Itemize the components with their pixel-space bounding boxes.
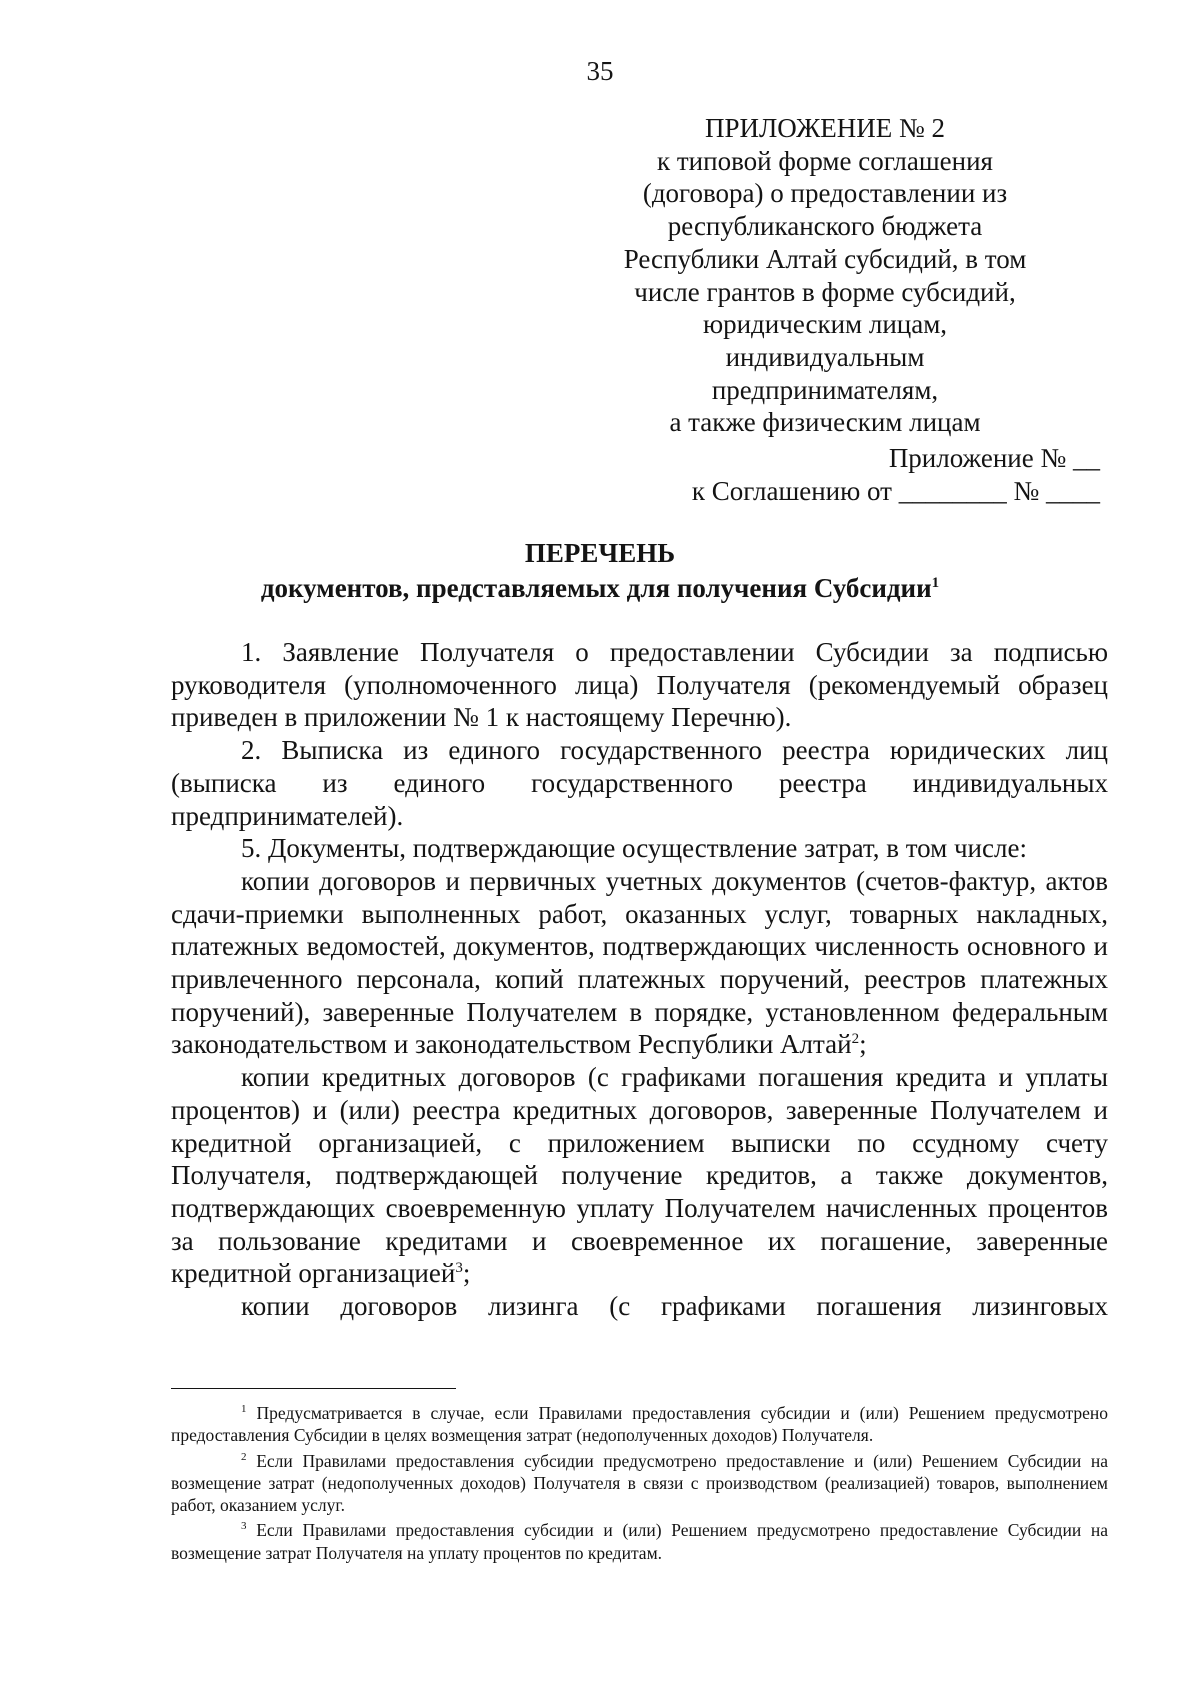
paragraph-text: копии кредитных договоров (с графиками погашения кредита и уплаты процентов) и (или) реестра кредитных договоров, заверенные Получателем и кредитной организацией, с приложением выписки по ссудному счету Получателя, подтверждающей получение кредитов, а также документов, подтверждающих своевременную уплату Получателем начисленных процентов за пользование кредитами и своевременное их погашение, заверенные кредитной организацией xyxy=(171,1062,1108,1289)
appendix-number-line: Приложение № __ xyxy=(888,443,1100,473)
footnote-ref-1: 1 xyxy=(931,575,940,591)
footnote-text: Если Правилами предоставления субсидии предусмотрено предоставление и (или) Решением Субсидии на возмещение затрат (недополученных доходов) Получателя в связи с производством (реализацией) товаров, выполнением работ, оказанием услуг. xyxy=(171,1450,1109,1516)
appendix-header-line: ПРИЛОЖЕНИЕ № 2 xyxy=(704,113,946,143)
paragraph-application: 1. Заявление Получателя о предоставлении Субсидии за подписью руководителя (уполномоченного лица) Получателя (рекомендуемый образец приведен в приложении № 1 к настоящему Перечню). xyxy=(171,637,1108,733)
appendix-header-line: Республики Алтай субсидий, в том xyxy=(623,243,1027,274)
paragraph-expense-documents: 5. Документы, подтверждающие осуществление затрат, в том числе: xyxy=(241,833,1027,864)
document-body xyxy=(171,636,1108,1323)
footnote-separator xyxy=(171,1388,456,1389)
title-main: ПЕРЕЧЕНЬ xyxy=(524,538,676,568)
footnote-ref-2: 2 xyxy=(851,1031,860,1048)
appendix-header xyxy=(610,112,1040,439)
footnote-text: Если Правилами предоставления субсидии и (или) Решением предусмотрено предоставление Субсидии на возмещение затрат Получателя на уплату процентов по кредитам. xyxy=(171,1520,1109,1563)
paragraph-text: копии договоров и первичных учетных документов (счетов-фактур, актов сдачи-приемки выполненных работ, оказанных услуг, товарных накладных, платежных ведомостей, документов, подтверждающих численность основного и привлеченного персонала, копий платежных поручений, реестров платежных поручений), заверенные Получателем в порядке, установленном федеральным законодательством и законодательством Республики Алтай xyxy=(171,865,1108,1060)
footnote-2 xyxy=(171,1450,1108,1517)
appendix-header-line: индивидуальным предпринимателям, xyxy=(711,341,939,405)
document-title xyxy=(0,536,1200,606)
paragraph-credit-agreements xyxy=(171,1061,1108,1290)
footnote-mark: 1 xyxy=(241,1403,247,1416)
paragraph-end: ; xyxy=(462,1258,471,1289)
footnotes xyxy=(171,1402,1108,1567)
footnote-ref-3: 3 xyxy=(455,1260,463,1277)
paragraph-registry-extract: 2. Выписка из единого государственного реестра юридических лиц (выписка из единого государственного реестра индивидуальных предпринимателей). xyxy=(171,735,1108,831)
agreement-date-line: к Соглашению от ________ № ____ xyxy=(691,476,1100,506)
paragraph-end: ; xyxy=(859,1029,867,1060)
footnote-1 xyxy=(171,1402,1108,1447)
appendix-header-line: к типовой форме соглашения xyxy=(657,145,993,176)
appendix-header-line: числе грантов в форме субсидий, xyxy=(634,276,1016,307)
paragraph-leasing-agreements: копии договоров лизинга (с графиками погашения лизинговых xyxy=(241,1291,1108,1322)
footnote-mark: 2 xyxy=(241,1450,247,1463)
title-subtitle xyxy=(0,571,1200,606)
page-number: 35 xyxy=(586,56,614,86)
title-subtitle-text: документов, представляемых для получения Субсидии xyxy=(260,573,932,603)
appendix-header-line: а также физическим лицам xyxy=(669,407,981,438)
appendix-header-line: (договора) о предоставлении из xyxy=(642,178,1008,209)
paragraph-contract-copies xyxy=(171,865,1108,1061)
footnote-3 xyxy=(171,1519,1108,1564)
appendix-header-line: юридическим лицам, xyxy=(702,309,948,340)
agreement-reference xyxy=(692,442,1100,508)
footnote-mark: 3 xyxy=(241,1520,247,1533)
appendix-header-line: республиканского бюджета xyxy=(667,211,983,242)
footnote-text: Предусматривается в случае, если Правилами предоставления субсидии и (или) Решением предусмотрено предоставления Субсидии в целях возмещения затрат (недополученных доходов) Получателя. xyxy=(171,1403,1108,1446)
